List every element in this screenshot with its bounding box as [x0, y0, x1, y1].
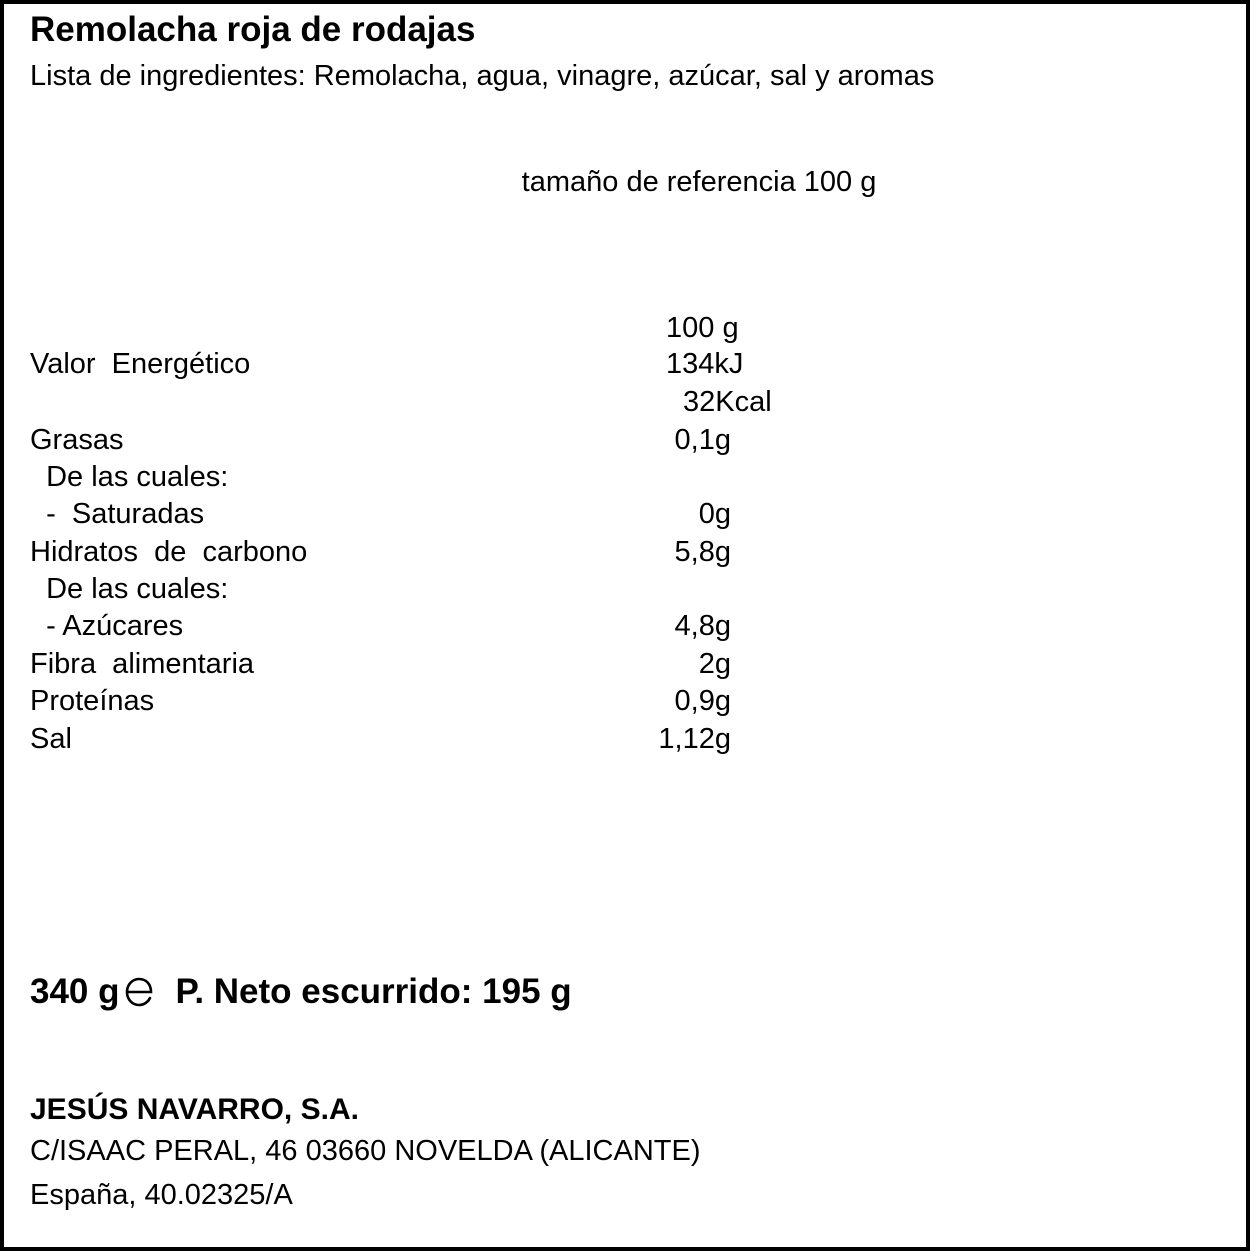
nutrition-label-carbs: Hidratos de carbono: [30, 536, 308, 568]
nutrition-column-header: 100 g: [666, 312, 739, 344]
nutrition-value-fibre: 2g: [698, 648, 731, 680]
manufacturer-registration: España, 40.02325/A: [30, 1179, 293, 1211]
nutrition-value-fat: 0,1g: [674, 424, 731, 456]
e-mark-icon: [124, 976, 154, 1008]
nutrition-value-salt: 1,12g: [658, 723, 731, 755]
reference-size: tamaño de referencia 100 g: [521, 166, 877, 198]
nutrition-label-energy: Valor Energético: [30, 348, 251, 380]
nutrition-label-sugars: - Azúcares: [30, 610, 184, 642]
nutrition-value-energy-kj: 134kJ: [666, 348, 744, 380]
manufacturer-address: C/ISAAC PERAL, 46 03660 NOVELDA (ALICANTE): [30, 1135, 701, 1167]
manufacturer-name: JESÚS NAVARRO, S.A.: [30, 1093, 359, 1126]
nutrition-label-salt: Sal: [30, 723, 72, 755]
nutrition-value-saturated: 0g: [698, 498, 731, 530]
ingredients-list: Lista de ingredientes: Remolacha, agua, vinagre, azúcar, sal y aromas: [30, 60, 935, 92]
nutrition-value-carbs: 5,8g: [674, 536, 731, 568]
nutrition-label-protein: Proteínas: [30, 685, 155, 717]
nutrition-value-sugars: 4,8g: [674, 610, 731, 642]
nutrition-label-fat: Grasas: [30, 424, 124, 456]
drained-weight: P. Neto escurrido: 195 g: [175, 972, 572, 1011]
nutrition-value-protein: 0,9g: [674, 685, 731, 717]
nutrition-value-energy-kcal: 32Kcal: [683, 386, 772, 418]
net-weight: 340 g: [30, 972, 120, 1011]
nutrition-label-of-which-fat: De las cuales:: [30, 461, 229, 493]
net-weight-line: [30, 974, 572, 1009]
nutrition-label-saturated: - Saturadas: [30, 498, 205, 530]
nutrition-label-of-which-carbs: De las cuales:: [30, 573, 229, 605]
nutrition-label-fibre: Fibra alimentaria: [30, 648, 255, 680]
product-title: Remolacha roja de rodajas: [30, 10, 476, 49]
